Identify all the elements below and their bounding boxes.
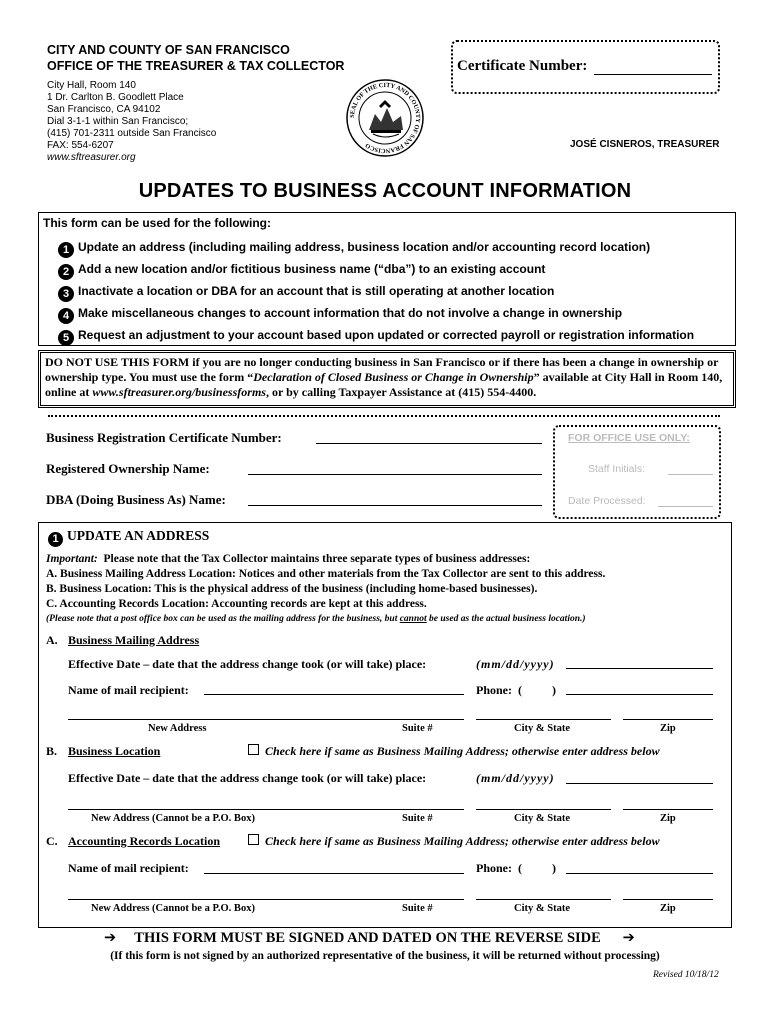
zip-caption: Zip xyxy=(660,903,676,914)
suite-caption: Suite # xyxy=(402,813,433,824)
address-line: San Francisco, CA 94102 xyxy=(47,104,161,115)
important-label: Important: xyxy=(46,553,98,565)
accounting-mail-recipient-field[interactable] xyxy=(204,873,464,874)
number-2-icon: 2 xyxy=(58,264,74,280)
list-item-text: Add a new location and/or fictitious business name (“dba”) to an existing account xyxy=(78,262,546,276)
brc-number-field[interactable] xyxy=(316,443,542,444)
date-format-hint: (mm/dd/yyyy) xyxy=(476,657,555,671)
warning-text-part: ” available at City Hall in Room 140, online at xyxy=(45,370,723,399)
sign-notice-subtext: (If this form is not signed by an authorized representative of the business, it will be returned without processing) xyxy=(110,950,660,962)
dba-name-field[interactable] xyxy=(248,505,542,506)
revision-date: Revised 10/18/12 xyxy=(653,970,719,980)
important-note xyxy=(46,552,726,567)
business-forms-link[interactable]: www.sftreasurer.org/businessforms xyxy=(92,385,266,399)
sign-notice xyxy=(104,930,635,947)
brc-number-label: Business Registration Certificate Number: xyxy=(46,430,282,445)
effective-date-label: Effective Date – date that the address change took (or will take) place: xyxy=(68,657,427,671)
new-address-caption: New Address (Cannot be a P.O. Box) xyxy=(91,903,255,914)
list-item-text: Make miscellaneous changes to account information that do not involve a change in ownership xyxy=(78,306,623,320)
address-line: (415) 701-2311 outside San Francisco xyxy=(47,128,217,139)
same-as-mailing-checkbox-b[interactable] xyxy=(248,744,259,755)
warning-text xyxy=(45,355,727,400)
phone-label: Phone: ( ) xyxy=(476,861,556,875)
address-types-info xyxy=(46,552,726,627)
org-name-line-1: CITY AND COUNTY OF SAN FRANCISCO xyxy=(47,43,290,57)
business-new-address-field[interactable] xyxy=(68,809,464,810)
effective-date-label: Effective Date – date that the address change took (or will take) place: xyxy=(68,771,427,785)
accounting-phone-field[interactable] xyxy=(566,873,713,874)
list-item xyxy=(58,280,694,302)
ownership-name-label: Registered Ownership Name: xyxy=(46,461,210,476)
mail-recipient-label: Name of mail recipient: xyxy=(68,861,189,875)
mail-recipient-field[interactable] xyxy=(204,694,464,695)
number-4-icon: 4 xyxy=(58,308,74,324)
uses-list xyxy=(58,236,694,346)
closed-business-form-name: Declaration of Closed Business or Change in Ownership xyxy=(253,370,534,384)
number-1-icon: 1 xyxy=(58,242,74,258)
list-item-text: Inactivate a location or DBA for an account that is still operating at another location xyxy=(78,284,555,298)
part-c-title: Accounting Records Location xyxy=(68,834,220,848)
mail-recipient-label: Name of mail recipient: xyxy=(68,683,189,697)
address-line: 1 Dr. Carlton B. Goodlett Place xyxy=(47,92,184,103)
number-3-icon: 3 xyxy=(58,286,74,302)
treasurer-name: JOSÉ CISNEROS, TREASURER xyxy=(570,139,720,150)
list-item xyxy=(58,258,694,280)
office-use-title: FOR OFFICE USE ONLY: xyxy=(568,432,690,444)
address-line: FAX: 554-6207 xyxy=(47,140,114,151)
mailing-city-state-field[interactable] xyxy=(476,719,611,720)
separator xyxy=(48,415,720,417)
part-b-letter: B. xyxy=(46,744,58,758)
address-line: Dial 3-1-1 within San Francisco; xyxy=(47,116,189,127)
accounting-new-address-field[interactable] xyxy=(68,899,464,900)
arrow-right-icon: ➔ xyxy=(622,930,635,946)
staff-initials-field xyxy=(668,474,713,475)
org-name-line-2: OFFICE OF THE TREASURER & TAX COLLECTOR xyxy=(47,59,345,73)
business-zip-field[interactable] xyxy=(623,809,713,810)
website-text: www.sftreasurer.org xyxy=(47,152,136,163)
mailing-zip-field[interactable] xyxy=(623,719,713,720)
date-format-hint: (mm/dd/yyyy) xyxy=(476,771,555,785)
date-processed-label: Date Processed: xyxy=(568,495,646,507)
new-address-caption: New Address (Cannot be a P.O. Box) xyxy=(91,813,255,824)
part-b-title: Business Location xyxy=(68,744,161,758)
section-title: UPDATE AN ADDRESS xyxy=(67,528,210,543)
list-item-text: Request an adjustment to your account based upon updated or corrected payroll or registration information xyxy=(78,328,695,342)
number-1-icon: 1 xyxy=(48,532,63,547)
part-a-title: Business Mailing Address xyxy=(68,633,200,647)
mailing-effective-date-field[interactable] xyxy=(566,668,713,669)
city-state-caption: City & State xyxy=(514,903,570,914)
org-name-block xyxy=(47,42,344,74)
address-type-a: A. Business Mailing Address Location: Notices and other materials from the Tax Collector are sent to this address. xyxy=(46,568,606,580)
suite-caption: Suite # xyxy=(402,903,433,914)
new-address-caption: New Address xyxy=(148,723,207,734)
address-type-b: B. Business Location: This is the physical address of the business (including home-based businesses). xyxy=(46,583,538,595)
certificate-number-label: Certificate Number: xyxy=(457,58,588,74)
warning-text-part: , or by calling Taxpayer Assistance at (415) 554-4400. xyxy=(265,385,537,399)
arrow-right-icon: ➔ xyxy=(104,930,117,946)
note-emphasis: cannot xyxy=(399,614,427,624)
city-seal-icon xyxy=(345,78,425,158)
sign-notice-text: THIS FORM MUST BE SIGNED AND DATED ON THE REVERSE SIDE xyxy=(134,930,601,946)
list-item-text: Update an address (including mailing address, business location and/or accounting record location) xyxy=(78,240,651,254)
uses-intro: This form can be used for the following: xyxy=(43,216,272,230)
business-effective-date-field[interactable] xyxy=(566,783,713,784)
staff-initials-label: Staff Initials: xyxy=(588,463,646,475)
same-as-mailing-option-b[interactable] xyxy=(248,744,660,759)
part-c-letter: C. xyxy=(46,834,58,848)
address-line: City Hall, Room 140 xyxy=(47,80,136,91)
list-item xyxy=(58,302,694,324)
note-text: (Please note that a post office box can be used as the mailing address for the business, but xyxy=(46,614,400,624)
city-state-caption: City & State xyxy=(514,723,570,734)
ownership-name-field[interactable] xyxy=(248,474,542,475)
important-text: Please note that the Tax Collector maintains three separate types of business addresses: xyxy=(103,553,531,565)
part-a-letter: A. xyxy=(46,633,58,647)
list-item xyxy=(58,236,694,258)
po-box-note xyxy=(46,612,726,627)
phone-field[interactable] xyxy=(566,694,713,695)
checkbox-label: Check here if same as Business Mailing Address; otherwise enter address below xyxy=(265,834,660,848)
phone-label: Phone: ( ) xyxy=(476,683,556,697)
dba-name-label: DBA (Doing Business As) Name: xyxy=(46,492,226,507)
date-processed-field xyxy=(658,506,713,507)
zip-caption: Zip xyxy=(660,813,676,824)
suite-caption: Suite # xyxy=(402,723,433,734)
office-address xyxy=(47,80,216,164)
list-item xyxy=(58,324,694,346)
section-heading xyxy=(48,528,209,547)
warning-text-part: DO NOT USE THIS FORM if you are no longer conducting business in San Francisco or if there has been a change in ownership or ownership type. You must use the form “ xyxy=(45,355,719,384)
business-city-state-field[interactable] xyxy=(476,809,611,810)
same-as-mailing-option-c[interactable] xyxy=(248,834,660,849)
address-type-c: C. Accounting Records Location: Accounting records are kept at this address. xyxy=(46,598,427,610)
same-as-mailing-checkbox-c[interactable] xyxy=(248,834,259,845)
zip-caption: Zip xyxy=(660,723,676,734)
checkbox-label: Check here if same as Business Mailing Address; otherwise enter address below xyxy=(265,744,660,758)
certificate-number-field[interactable] xyxy=(594,74,712,75)
svg-text:SEAL OF THE CITY AND COUNTY OF: SEAL OF THE CITY AND COUNTY OF SAN FRANCISCO xyxy=(348,81,422,155)
mailing-new-address-field[interactable] xyxy=(68,719,464,720)
accounting-zip-field[interactable] xyxy=(623,899,713,900)
note-text: be used as the actual business location.) xyxy=(426,614,586,624)
page-title: UPDATES TO BUSINESS ACCOUNT INFORMATION xyxy=(138,180,632,202)
accounting-city-state-field[interactable] xyxy=(476,899,611,900)
number-5-icon: 5 xyxy=(58,330,74,346)
city-state-caption: City & State xyxy=(514,813,570,824)
